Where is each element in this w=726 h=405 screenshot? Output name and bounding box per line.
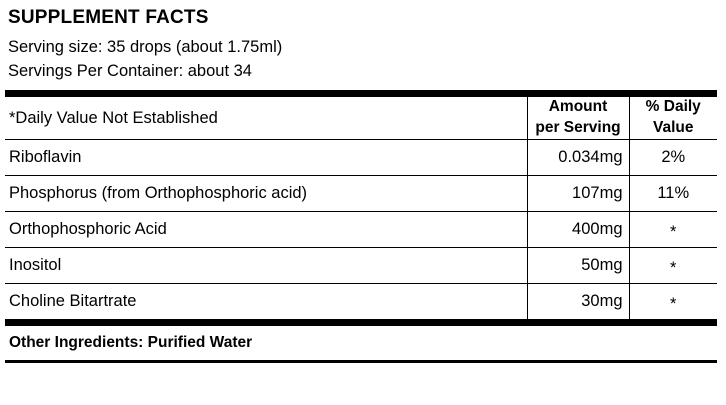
amount-header-line1: Amount	[548, 98, 608, 116]
table-row	[5, 140, 717, 176]
supplement-facts-inner	[5, 3, 717, 363]
table-row	[5, 176, 717, 212]
nutrient-daily-value: 11%	[629, 176, 717, 212]
nutrient-name: Inositol	[5, 248, 527, 284]
bottom-divider	[5, 360, 717, 363]
nutrition-table	[5, 96, 717, 320]
servings-per-container-text: Servings Per Container: about 34	[8, 62, 252, 81]
nutrient-name: Choline Bitartrate	[5, 284, 527, 320]
nutrient-amount: 0.034mg	[527, 140, 629, 176]
table-row	[5, 212, 717, 248]
nutrient-daily-value: 2%	[629, 140, 717, 176]
page-title: SUPPLEMENT FACTS	[8, 7, 209, 28]
other-ingredients-text: Other Ingredients: Purified Water	[9, 334, 253, 352]
table-row	[5, 284, 717, 320]
amount-header-line2: per Serving	[535, 119, 621, 137]
nutrient-amount: 50mg	[527, 248, 629, 284]
nutrient-amount: 400mg	[527, 212, 629, 248]
amount-column-header	[527, 97, 629, 140]
nutrient-amount: 107mg	[527, 176, 629, 212]
dv-header-line2: Value	[653, 119, 694, 137]
daily-value-note: *Daily Value Not Established	[5, 97, 527, 140]
nutrient-daily-value: *	[629, 287, 717, 323]
dv-header-line1: % Daily	[645, 98, 701, 116]
table-row	[5, 248, 717, 284]
table-header-row	[5, 97, 717, 140]
daily-value-column-header	[629, 97, 717, 140]
nutrient-name: Riboflavin	[5, 140, 527, 176]
serving-size-text: Serving size: 35 drops (about 1.75ml)	[8, 37, 283, 56]
nutrient-amount: 30mg	[527, 284, 629, 320]
nutrient-name: Orthophosphoric Acid	[5, 212, 527, 248]
nutrient-name: Phosphorus (from Orthophosphoric acid)	[5, 176, 527, 212]
nutrient-daily-value: *	[629, 215, 717, 251]
nutrient-daily-value: *	[629, 251, 717, 287]
